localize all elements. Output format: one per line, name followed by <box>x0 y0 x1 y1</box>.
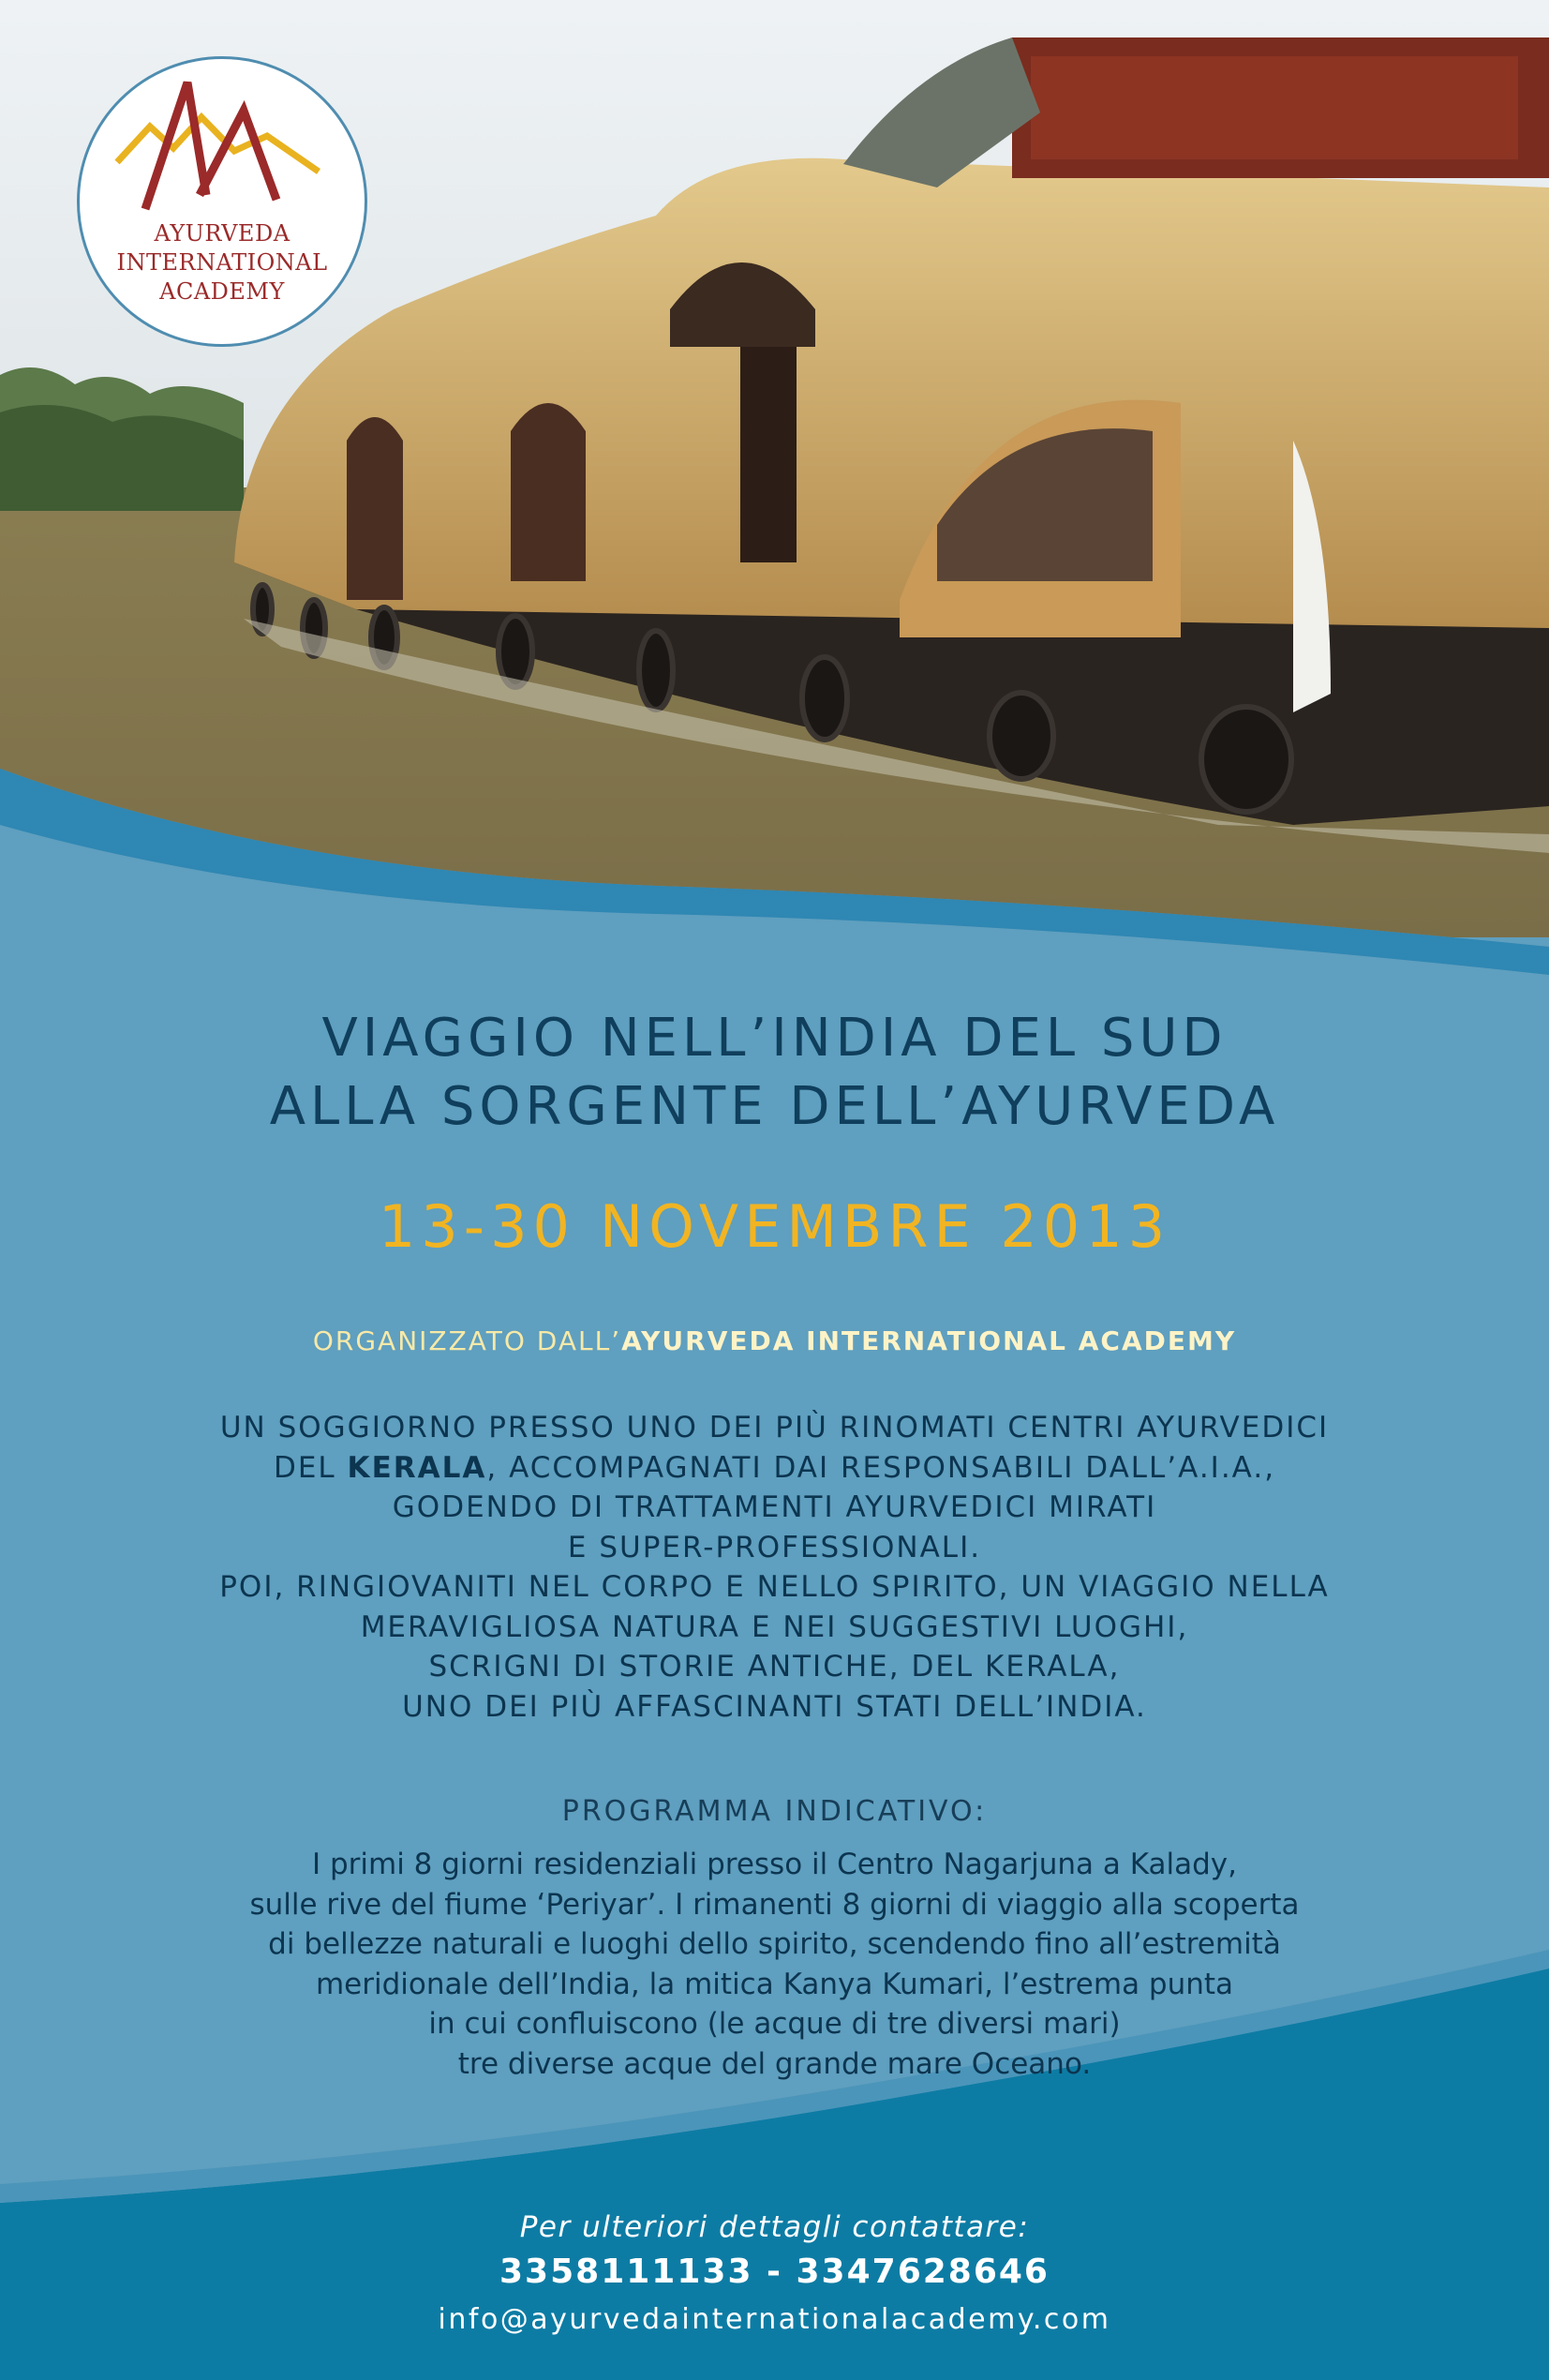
intro-paragraph <box>0 1408 1549 1727</box>
intro-line: UNO DEI PIÙ AFFASCINANTI STATI DELL’INDIA. <box>402 1689 1147 1724</box>
intro-highlight: KERALA <box>347 1450 487 1485</box>
program-line: I primi 8 giorni residenziali presso il Centro Nagarjuna a Kalady, <box>311 1848 1237 1881</box>
event-dates: 13-30 NOVEMBRE 2013 <box>378 1192 1171 1261</box>
intro-line: UN SOGGIORNO PRESSO UNO DEI PIÙ RINOMATI CENTRI AYURVEDICI <box>219 1411 1330 1444</box>
logo-text-line-1: AYURVEDA <box>154 220 290 247</box>
logo-text-line-3: ACADEMY <box>159 278 285 305</box>
program-heading: PROGRAMMA INDICATIVO: <box>561 1795 988 1828</box>
intro-line: MERAVIGLIOSA NATURA E NEI SUGGESTIVI LUOGHI, <box>360 1609 1189 1644</box>
program-paragraph <box>0 1845 1549 2084</box>
intro-text: , ACCOMPAGNATI DAI RESPONSABILI DALL’A.I.A., <box>486 1450 1276 1485</box>
program-line: sulle rive del fiume ‘Periyar’. I rimanenti 8 giorni di viaggio alla scoperta <box>249 1887 1300 1922</box>
program-line: in cui confluiscono (le acque di tre diversi mari) <box>428 2007 1121 2041</box>
academy-logo <box>77 56 367 347</box>
intro-line <box>0 1448 1549 1489</box>
organizer-line <box>0 1325 1549 1356</box>
contact-phones: 3358111133 - 3347628646 <box>499 2253 1050 2291</box>
intro-line: POI, RINGIOVANITI NEL CORPO E NELLO SPIRITO, UN VIAGGIO NELLA <box>219 1570 1330 1604</box>
page-title-line-2: ALLA SORGENTE DELL’AYURVEDA <box>269 1076 1280 1137</box>
contact-label: Per ulteriori dettagli contattare: <box>519 2210 1030 2244</box>
program-line: meridionale dell’India, la mitica Kanya Kumari, l’estrema punta <box>315 1967 1234 2001</box>
intro-line: GODENDO DI TRATTAMENTI AYURVEDICI MIRATI <box>392 1490 1157 1524</box>
organizer-name: AYURVEDA INTERNATIONAL ACADEMY <box>621 1325 1237 1356</box>
contact-email[interactable]: info@ayurvedainternationalacademy.com <box>438 2303 1111 2336</box>
program-line: tre diverse acque del grande mare Oceano. <box>457 2046 1092 2081</box>
program-line: di bellezze naturali e luoghi dello spirito, scendendo fino all’estremità <box>268 1927 1281 1961</box>
intro-text: DEL <box>273 1450 348 1485</box>
page-title-line-1: VIAGGIO NELL’INDIA DEL SUD <box>321 1008 1228 1069</box>
intro-line: SCRIGNI DI STORIE ANTICHE, DEL KERALA, <box>428 1650 1121 1684</box>
logo-mark-icon <box>80 59 370 350</box>
organizer-prefix: ORGANIZZATO DALL’ <box>312 1325 622 1356</box>
logo-text-line-2: INTERNATIONAL <box>116 249 328 276</box>
intro-line: E SUPER-PROFESSIONALI. <box>567 1530 982 1564</box>
